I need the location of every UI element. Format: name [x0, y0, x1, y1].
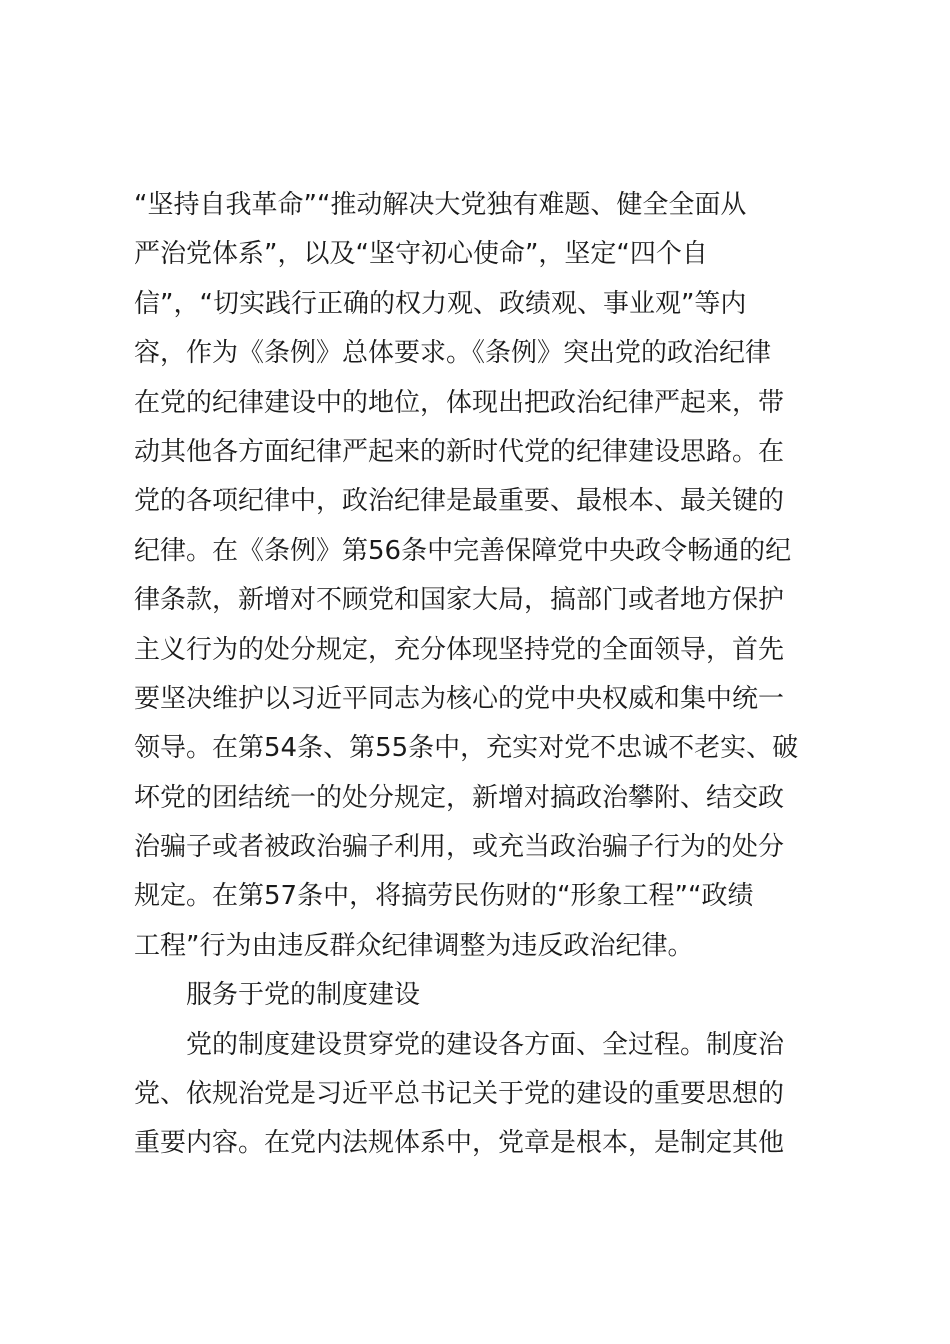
text-line: 在党的纪律建设中的地位，体现出把政治纪律严起来，带 [134, 387, 785, 418]
text-line: 容，作为《条例》总体要求。《条例》突出党的政治纪律 [134, 338, 772, 369]
text-line: 工程”行为由违反群众纪律调整为违反政治纪律。 [134, 930, 694, 961]
text-line: 信”，“切实践行正确的权力观、政绩观、事业观”等内 [134, 288, 747, 319]
text-line: 党的各项纪律中，政治纪律是最重要、最根本、最关键的 [134, 486, 785, 517]
text-line: 重要内容。在党内法规体系中，党章是根本，是制定其他 [134, 1128, 785, 1159]
text-line: 领导。在第54条、第55条中，充实对党不忠诚不老实、破 [134, 733, 799, 764]
text-line: 治骗子或者被政治骗子利用，或充当政治骗子行为的处分 [134, 832, 785, 863]
text-line: 律条款，新增对不顾党和国家大局，搞部门或者地方保护 [134, 585, 785, 616]
section-heading: 服务于党的制度建设 [186, 980, 421, 1011]
text-line: 规定。在第57条中，将搞劳民伤财的“形象工程”“政绩 [134, 881, 754, 912]
text-line: 主义行为的处分规定，充分体现坚持党的全面领导，首先 [134, 634, 785, 665]
text-line: 坏党的团结统一的处分规定，新增对搞政治攀附、结交政 [134, 782, 785, 813]
text-line: 党的制度建设贯穿党的建设各方面、全过程。制度治 [186, 1029, 785, 1060]
text-line: 严治党体系”，以及“坚守初心使命”，坚定“四个自 [134, 239, 708, 270]
text-line: 动其他各方面纪律严起来的新时代党的纪律建设思路。在 [134, 436, 785, 467]
text-line: 要坚决维护以习近平同志为核心的党中央权威和集中统一 [134, 683, 785, 714]
text-line: “坚持自我革命”“推动解决大党独有难题、健全全面从 [134, 190, 747, 220]
text-line: 纪律。在《条例》第56条中完善保障党中央政令畅通的纪 [134, 535, 792, 566]
text-line: 党、依规治党是习近平总书记关于党的建设的重要思想的 [134, 1079, 785, 1110]
body-text [134, 181, 854, 1169]
